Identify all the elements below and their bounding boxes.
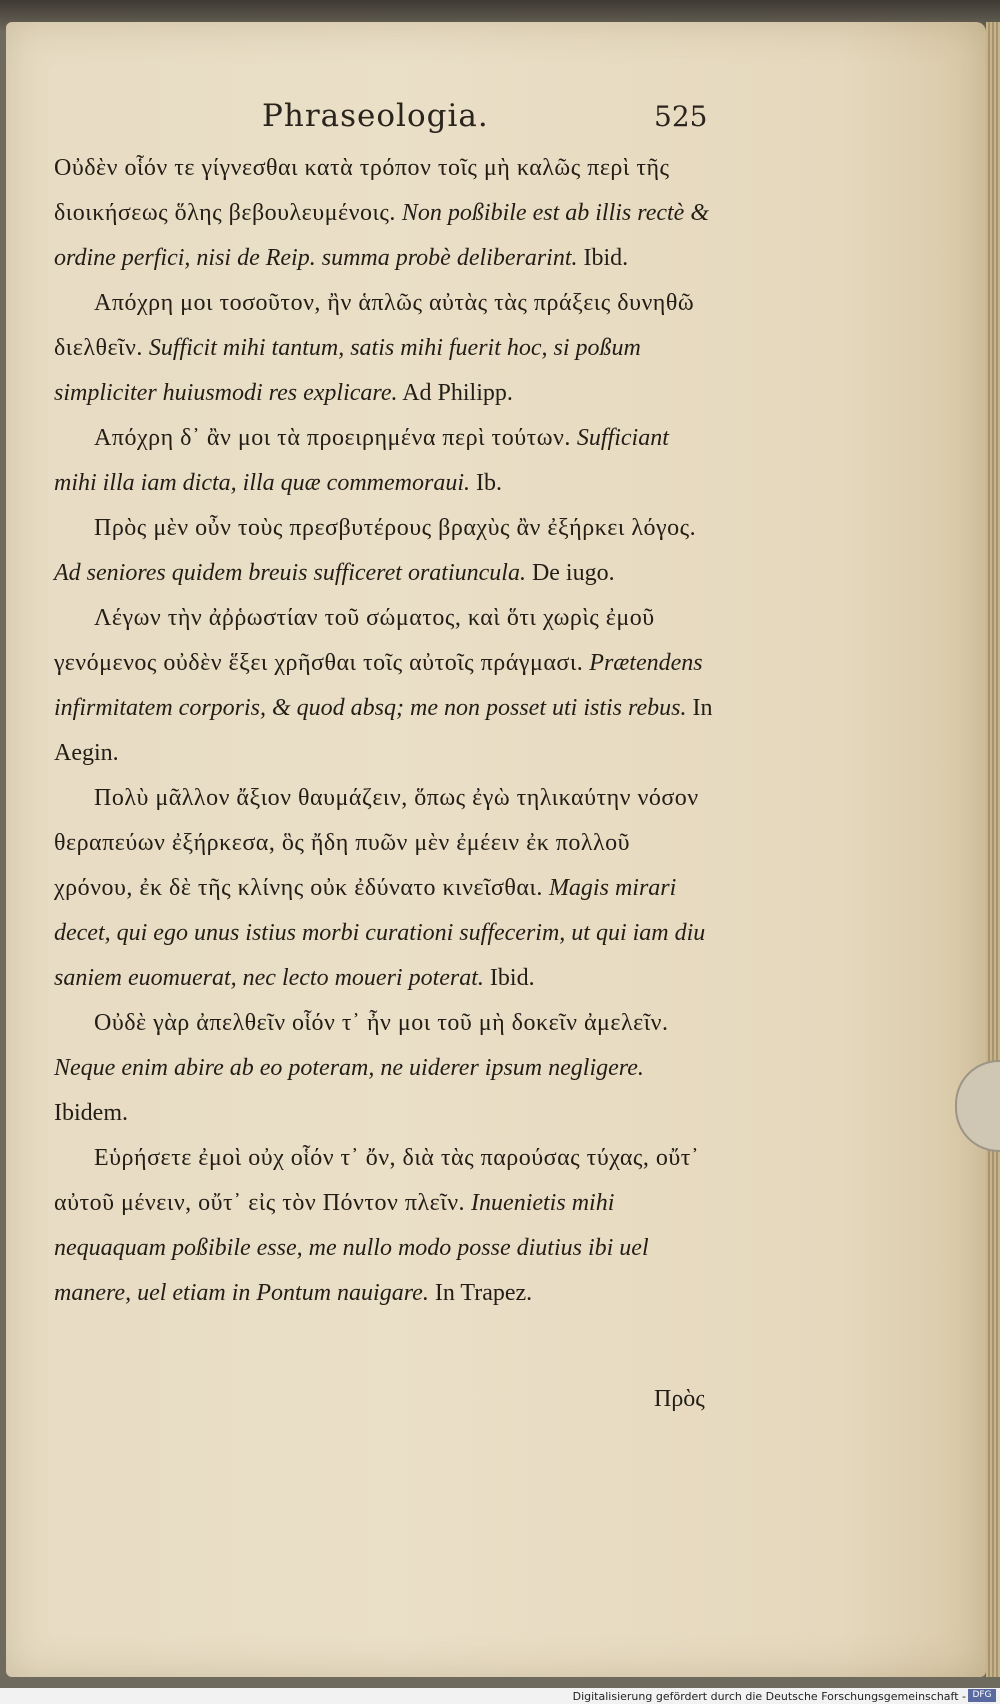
latin-translation: Non poßibile est ab illis rectè & ordine perfici, nisi de Reip. summa probè deliberarint. (54, 200, 709, 271)
source-reference: Ibid. (489, 965, 535, 991)
latin-translation: Neque enim abire ab eo poteram, ne uiderer ipsum negligere. (54, 1055, 644, 1081)
source-reference: In Aegin. (54, 695, 713, 766)
catchword: Πρὸς (654, 1386, 705, 1412)
dfg-logo-icon: DFG (968, 1689, 996, 1702)
running-title: Phraseologia. (262, 98, 489, 134)
phrase-entry (54, 281, 714, 416)
latin-translation: Sufficit mihi tantum, satis mihi fuerit hoc, si poßum simpliciter huiusmodi res explicare. (54, 335, 641, 406)
latin-translation: Magis mirari decet, qui ego unus istius morbi curationi suffecerim, ut qui iam diu saniem euomuerat, nec lecto moueri poterat. (54, 875, 706, 991)
source-reference: Ad Philipp. (402, 380, 513, 406)
greek-phrase: Απόχρη μοι τοσοῦτον, ἢν ἁπλῶς αὐτὰς τὰς πράξεις δυνηθῶ διελθεῖν. (54, 290, 695, 361)
latin-translation: Prætendens infirmitatem corporis, & quod absq; me non posset uti istis rebus. (54, 650, 703, 721)
source-reference: De iugo. (531, 560, 615, 586)
phrase-entry (54, 416, 714, 506)
page-number: 525 (654, 100, 708, 133)
greek-phrase: Εὑρήσετε ἐμοὶ οὐχ οἷόν τ᾽ ὄν, διὰ τὰς παρούσας τύχας, οὔτ᾽ αὐτοῦ μένειν, οὔτ᾽ εἰς τὸν Πόντον πλεῖν. (54, 1145, 700, 1216)
phrase-entry (54, 146, 714, 281)
source-reference: Ibidem. (54, 1100, 128, 1126)
greek-phrase: Απόχρη δ᾽ ἂν μοι τὰ προειρημένα περὶ τούτων. (94, 425, 571, 451)
source-reference: Ibid. (583, 245, 629, 271)
phrase-entry (54, 1001, 714, 1136)
phrase-entry (54, 506, 714, 596)
source-reference: Ib. (475, 470, 502, 496)
latin-translation: Inuenietis mihi nequaquam poßibile esse, me nullo modo posse diutius ibi uel manere, uel etiam in Pontum nauigare. (54, 1190, 649, 1306)
page-header (0, 98, 1000, 138)
source-reference: In Trapez. (434, 1280, 533, 1306)
main-text (54, 146, 714, 1316)
digitization-credit: Digitalisierung gefördert durch die Deutsche Forschungsgemeinschaft - (572, 1690, 966, 1703)
page-edge (986, 22, 1000, 1677)
phrase-entry (54, 776, 714, 1001)
latin-translation: Ad seniores quidem breuis sufficeret oratiuncula. (54, 560, 526, 586)
greek-phrase: Πρὸς μὲν οὖν τοὺς πρεσβυτέρους βραχὺς ἂν ἐξήρκει λόγος. (94, 515, 697, 541)
latin-translation: Sufficiant mihi illa iam dicta, illa quæ commemoraui. (54, 425, 669, 496)
greek-phrase: Λέγων τὴν ἀῤῥωστίαν τοῦ σώματος, καὶ ὅτι χωρὶς ἐμοῦ γενόμενος οὐδὲν ἕξει χρῆσθαι τοῖς αὐτοῖς πράγμασι. (54, 605, 655, 676)
greek-phrase: Οὐδὲν οἷόν τε γίγνεσθαι κατὰ τρόπον τοῖς μὴ καλῶς περὶ τῆς διοικήσεως ὅλης βεβουλευμένοις. (54, 155, 670, 226)
phrase-entry (54, 1136, 714, 1316)
greek-phrase: Πολὺ μᾶλλον ἄξιον θαυμάζειν, ὅπως ἐγὼ τηλικαύτην νόσον θεραπεύων ἐξήρκεσα, ὃς ἤδη πυῶν μὲν ἐμέειν ἐκ πολλοῦ χρόνου, ἐκ δὲ τῆς κλίνης οὐκ ἐδύνατο κινεῖσθαι. (54, 785, 699, 901)
phrase-entry (54, 596, 714, 776)
greek-phrase: Οὐδὲ γὰρ ἀπελθεῖν οἷόν τ᾽ ἦν μοι τοῦ μὴ δοκεῖν ἀμελεῖν. (94, 1010, 669, 1036)
